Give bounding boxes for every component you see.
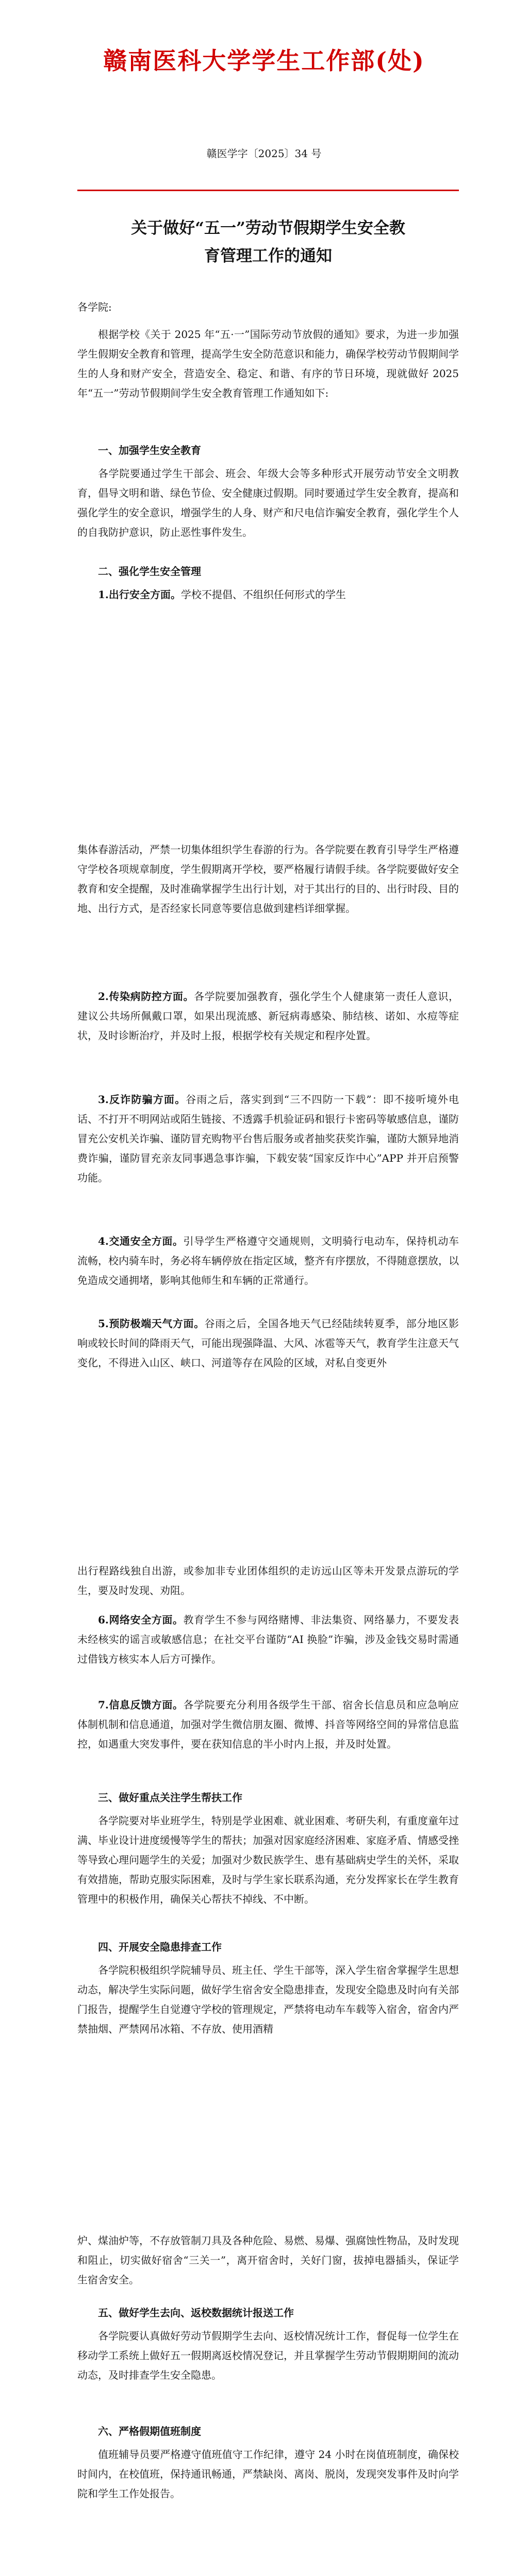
item-1-paragraph-b: 集体春游活动，严禁一切集体组织学生春游的行为。各学院要在教育引导学生严格遵守学校各项规章制度，学生假期离开学校，要严格履行请假手续。各学院要做好安全教育和安全提醒，及时准确掌握学生出行计划，对于其出行的目的、出行时段、目的地、出行方式，是否经家长同意等要信息做到建档详细掌握。 xyxy=(77,843,459,914)
title-line-1: 关于做好“五一”劳动节假期学生安全教 xyxy=(131,219,405,238)
section-5-paragraph: 各学院要认真做好劳动节假期学生去向、返校情况统计工作，督促每一位学生在移动学工系统上做好五一假期离返校情况登记，并且掌握学生劳动节假期期间的流动动态，及时排查学生安全隐患。 xyxy=(77,2330,459,2381)
section-1-heading: 一、加强学生安全教育 xyxy=(98,444,201,456)
item-7-lead: 7.信息反馈方面。 xyxy=(98,1699,184,1711)
item-4-text: 引导学生严格遵守交通规则，文明骑行电动车，保持机动车流畅，校内骑车时，务必将车辆停放在指定区域，整齐有序摆放，不得随意摆放，以免造成交通拥堵，影响其他师生和车辆的正常通行。 xyxy=(77,1235,459,1286)
section-6-paragraph: 值班辅导员要严格遵守值班值守工作纪律，遵守 24 小时在岗值班制度，确保校时间内，在校值班，保持通讯畅通，严禁缺岗、离岗、脱岗，发现突发事件及时向学院和学生工作处报告。 xyxy=(77,2448,459,2500)
item-2-paragraph xyxy=(77,987,459,1045)
document-number: 赣医学字〔2025〕34 号 xyxy=(206,147,322,160)
item-5-text-a: 谷雨之后，全国各地天气已经陆续转夏季，部分地区影响或较长时间的降雨天气，可能出现强降温、大风、冰雹等天气，教育学生注意天气变化，不得进入山区、峡口、河道等存在风险的区域，对私自变更外 xyxy=(77,1317,459,1369)
item-1-text-a: 学校不提倡、不组织任何形式的学生 xyxy=(180,588,346,601)
item-2-lead: 2.传染病防控方面。 xyxy=(98,990,194,1003)
section-3-heading: 三、做好重点关注学生帮扶工作 xyxy=(98,1791,242,1804)
item-4-paragraph xyxy=(77,1231,459,1290)
header-title: 赣南医科大学学生工作部(处) xyxy=(103,47,425,75)
item-6-paragraph xyxy=(77,1610,459,1669)
item-3-lead: 3.反诈防骗方面。 xyxy=(98,1093,186,1106)
item-3-text: 谷雨之后，落实到到“三不四防一下载”：即不接听境外电话、不打开不明网站或陌生链接、不透露手机验证码和银行卡密码等敏感信息，谨防冒充公安机关诈骗、谨防冒充购物平台售后服务或者抽奖获奖诈骗，谨防大额异地消费诈骗，谨防冒充亲友同事遇急事诈骗，下载安装“国家反诈中心”APP 并开启预警功能。 xyxy=(77,1093,459,1184)
item-2-text: 各学院要加强教育，强化学生个人健康第一责任人意识，建议公共场所佩戴口罩，如果出现流感、新冠病毒感染、肺结核、诺如、水痘等症状，及时诊断治疗，并及时上报，根据学校有关规定和程序处置。 xyxy=(77,990,459,1042)
section-4-heading: 四、开展安全隐患排查工作 xyxy=(98,1941,222,1953)
section-4-paragraph-b: 炉、煤油炉等，不存放管制刀具及各种危险、易燃、易爆、强腐蚀性物品，及时发现和阻止，切实做好宿舍“三关一”，离开宿舍时，关好门窗，拔掉电器插头，保证学生宿舍安全。 xyxy=(77,2234,459,2286)
section-5-heading: 五、做好学生去向、返校数据统计报送工作 xyxy=(98,2307,294,2319)
item-5-lead: 5.预防极端天气方面。 xyxy=(98,1317,205,1330)
item-6-lead: 6.网络安全方面。 xyxy=(98,1614,184,1626)
item-6-text: 教育学生不参与网络赌博、非法集资、网络暴力，不要发表未经核实的谣言或敏感信息；在社交平台谨防“AI 换脸”诈骗，涉及金钱交易时需通过借钱方核实本人后方可操作。 xyxy=(77,1614,459,1665)
item-5-paragraph-a xyxy=(77,1314,459,1372)
item-4-lead: 4.交通安全方面。 xyxy=(98,1235,184,1247)
item-1-paragraph-a xyxy=(77,585,459,604)
item-1-lead: 1.出行安全方面。 xyxy=(98,588,181,601)
greeting: 各学院: xyxy=(77,301,112,313)
section-3-paragraph: 各学院要对毕业班学生，特别是学业困难、就业困难、考研失利，有重度童年过满、毕业设计进度缓慢等学生的帮扶；加强对因家庭经济困难、家庭矛盾、情感受挫等导致心理问题学生的关爱；加强对少数民族学生、患有基础病史学生的关怀，采取有效措施，帮助克服实际困难，及时与学生家长联系沟通，充分发挥家长在学生教育管理中的积极作用，确保关心帮扶不掉线、不中断。 xyxy=(77,1815,459,1905)
section-6-heading: 六、严格假期值班制度 xyxy=(98,2425,201,2437)
item-3-paragraph xyxy=(77,1090,459,1188)
title-line-2: 育管理工作的通知 xyxy=(204,247,332,265)
item-7-paragraph xyxy=(77,1695,459,1754)
item-5-paragraph-b: 出行程路线独自出游，或参加非专业团体组织的走访远山区等未开发景点游玩的学生，要及时发现、劝阻。 xyxy=(77,1565,459,1597)
item-7-text: 各学院要充分利用各级学生干部、宿舍长信息员和应急响应体制机制和信息通道，加强对学生微信朋友圈、微博、抖音等网络空间的异常信息监控，如遇重大突发事件，要在获知信息的半小时内上报，并及时处置。 xyxy=(77,1699,459,1750)
section-4-paragraph-a: 各学院积极组织学院辅导员、班主任、学生干部等，深入学生宿舍掌握学生思想动态，解决学生实际问题，做好学生宿舍安全隐患排查，发现安全隐患及时向有关部门报告，提醒学生自觉遵守学校的管理规定，严禁将电动车车载等入宿舍，宿舍内严禁抽烟、严禁网吊冰箱、不存放、使用酒精 xyxy=(77,1964,459,2035)
section-2-heading: 二、强化学生安全管理 xyxy=(98,565,201,578)
intro-paragraph: 根据学校《关于 2025 年“五·一”国际劳动节放假的通知》要求，为进一步加强学生假期安全教育和管理，提高学生安全防范意识和能力，确保学校劳动节假期间学生的人身和财产安全，营造安全、稳定、和谐、有序的节日环境，现就做好 2025 年“五一”劳动节假期间学生安全教育管理工作通知如下: xyxy=(77,328,459,399)
section-1-paragraph: 各学院要通过学生干部会、班会、年级大会等多种形式开展劳动节安全文明教育，倡导文明和谐、绿色节俭、安全健康过假期。同时要通过学生安全教育，提高和强化学生的安全意识，增强学生的人身、财产和尺电信诈骗安全教育，强化学生个人的自我防护意识，防止恶性事件发生。 xyxy=(77,467,459,538)
red-divider xyxy=(77,190,459,191)
document-title xyxy=(98,214,438,270)
